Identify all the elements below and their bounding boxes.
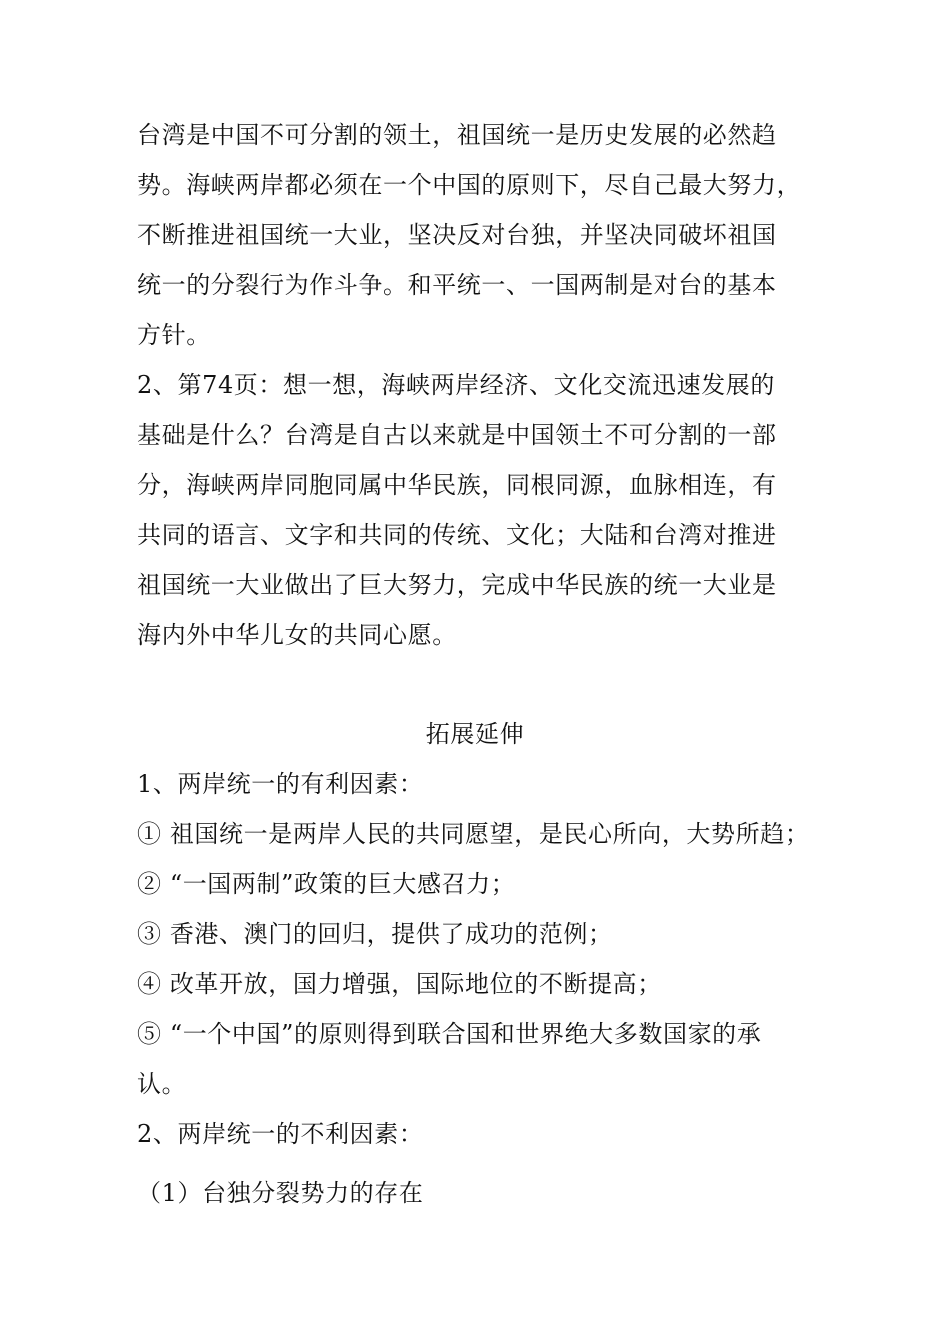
unfavorable-heading: 2、两岸统一的不利因素： xyxy=(137,1120,424,1148)
list-item: 认。 xyxy=(137,1070,187,1098)
list-item: ② “一国两制”政策的巨大感召力； xyxy=(137,870,516,898)
paragraph-line: 台湾是中国不可分割的领土，祖国统一是历史发展的必然趋 xyxy=(137,121,777,149)
paragraph-line: 基础是什么？台湾是自古以来就是中国领土不可分割的一部 xyxy=(137,421,777,449)
section-title: 拓展延伸 xyxy=(425,720,525,748)
list-item: ④ 改革开放，国力增强，国际地位的不断提高； xyxy=(137,970,662,998)
paragraph-line: 海内外中华儿女的共同心愿。 xyxy=(137,621,457,649)
paragraph-line: 祖国统一大业做出了巨大努力，完成中华民族的统一大业是 xyxy=(137,571,777,599)
paragraph-line: 方针。 xyxy=(137,321,211,349)
paragraph-line: 统一的分裂行为作斗争。和平统一、一国两制是对台的基本 xyxy=(137,271,777,299)
list-item: ③ 香港、澳门的回归，提供了成功的范例； xyxy=(137,920,613,948)
paragraph-line: 2、第74页：想一想，海峡两岸经济、文化交流迅速发展的 xyxy=(137,371,776,399)
list-item: ⑤ “一个中国”的原则得到联合国和世界绝大多数国家的承 xyxy=(137,1020,762,1048)
list-item: （1）台独分裂势力的存在 xyxy=(137,1179,424,1207)
favorable-heading: 1、两岸统一的有利因素： xyxy=(137,770,424,798)
paragraph-line: 不断推进祖国统一大业，坚决反对台独，并坚决同破坏祖国 xyxy=(137,221,777,249)
paragraph-line: 势。海峡两岸都必须在一个中国的原则下，尽自己最大努力， xyxy=(137,171,802,199)
list-item: ① 祖国统一是两岸人民的共同愿望，是民心所向，大势所趋； xyxy=(137,820,810,848)
paragraph-line: 分，海峡两岸同胞同属中华民族，同根同源，血脉相连，有 xyxy=(137,471,777,499)
paragraph-line: 共同的语言、文字和共同的传统、文化；大陆和台湾对推进 xyxy=(137,521,777,549)
